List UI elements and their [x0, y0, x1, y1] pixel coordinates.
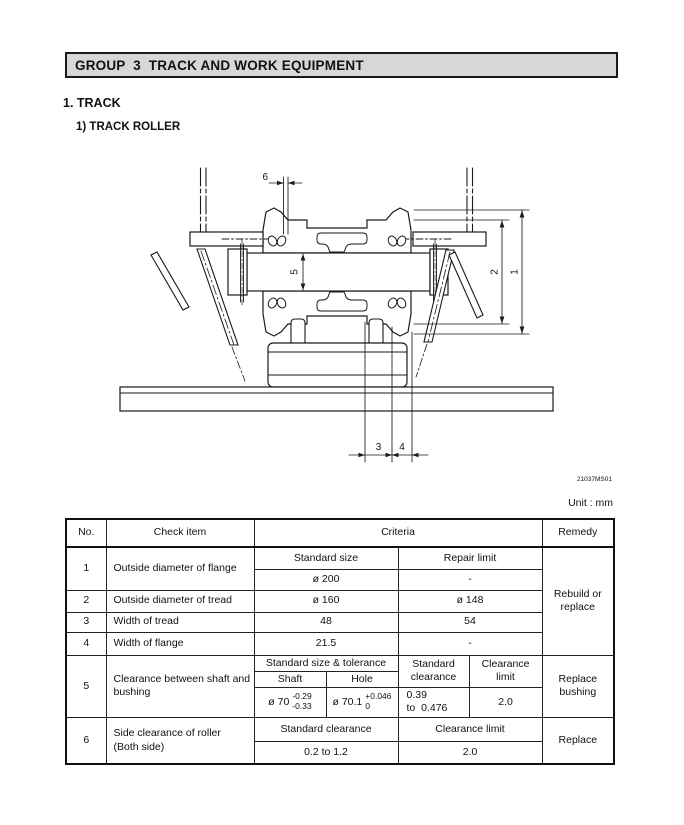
cell-repair-1: -	[398, 569, 542, 590]
cell-standard-clearance-5	[398, 687, 469, 717]
cell-clearance-limit-5: 2.0	[469, 687, 542, 717]
roller-body-bottom	[263, 291, 411, 336]
table-row	[66, 612, 614, 632]
cell-std-3: 48	[254, 612, 398, 632]
frame-posts	[201, 168, 473, 232]
cell-item-3: Width of tread	[106, 612, 254, 632]
shaft-base-value: ø 70	[268, 695, 290, 708]
subheader-standard-size: Standard size	[254, 547, 398, 569]
cell-repair-3: 54	[398, 612, 542, 632]
cell-no-2: 2	[66, 590, 106, 612]
figure-code: 21037MS01	[576, 476, 612, 483]
table-row	[66, 717, 614, 741]
item-6-line1: Side clearance of roller	[113, 727, 221, 740]
cell-no-3: 3	[66, 612, 106, 632]
cell-hole-value	[326, 687, 398, 717]
standard-clearance-line1: 0.39	[406, 689, 427, 702]
subheader-standard-clearance-5: Standard clearance	[398, 655, 469, 687]
cell-std-4: 21.5	[254, 632, 398, 655]
subheader-clearance-limit-6: Clearance limit	[398, 717, 542, 741]
subsection-title-track-roller: 1) TRACK ROLLER	[76, 121, 181, 133]
dim-label-3: 3	[375, 442, 382, 453]
cell-standard-clearance-6: 0.2 to 1.2	[254, 741, 398, 764]
dim-label-2: 2	[489, 269, 501, 275]
cell-clearance-limit-6: 2.0	[398, 741, 542, 764]
cell-repair-2: ø 148	[398, 590, 542, 612]
subheader-standard-clearance-6: Standard clearance	[254, 717, 398, 741]
cell-std-2: ø 160	[254, 590, 398, 612]
cell-item-2: Outside diameter of tread	[106, 590, 254, 612]
dim-label-1: 1	[509, 269, 521, 275]
unit-label: Unit : mm	[568, 497, 613, 509]
table-row	[66, 590, 614, 612]
hole-tolerance-lower: 0	[365, 701, 370, 712]
header-no: No.	[66, 519, 106, 547]
cell-item-1: Outside diameter of flange	[106, 547, 254, 590]
hole-base-value: ø 70.1	[332, 695, 363, 708]
table-row	[66, 632, 614, 655]
cell-no-6: 6	[66, 717, 106, 764]
cell-no-1: 1	[66, 547, 106, 590]
cell-remedy-row-6: Replace	[542, 717, 614, 764]
track-roller-diagram	[60, 148, 620, 496]
subheader-shaft: Shaft	[254, 671, 326, 687]
cell-item-6	[106, 717, 254, 764]
header-check-item: Check item	[106, 519, 254, 547]
spec-table	[65, 518, 615, 765]
cell-shaft-value	[254, 687, 326, 717]
track-shoe	[120, 387, 553, 411]
cell-remedy-rows-1-4: Rebuild or replace	[542, 547, 614, 655]
dim-label-6: 6	[262, 172, 268, 183]
track-link	[268, 319, 407, 387]
cell-no-4: 4	[66, 632, 106, 655]
subheader-clearance-limit-5: Clearance limit	[469, 655, 542, 687]
group-title: GROUP 3 TRACK AND WORK EQUIPMENT	[75, 57, 364, 73]
header-criteria: Criteria	[254, 519, 542, 547]
dim-label-5: 5	[289, 269, 301, 275]
cell-item-4: Width of flange	[106, 632, 254, 655]
section-title-track: 1. TRACK	[63, 96, 121, 110]
table-row	[66, 655, 614, 671]
cell-item-5: Clearance between shaft and bushing	[106, 655, 254, 717]
dim-label-4: 4	[399, 442, 405, 453]
table-row	[66, 547, 614, 569]
track-roller-figure	[60, 148, 620, 496]
subheader-repair-limit: Repair limit	[398, 547, 542, 569]
cell-no-5: 5	[66, 655, 106, 717]
subheader-hole: Hole	[326, 671, 398, 687]
shaft-tolerance-upper: -0.29	[292, 691, 312, 702]
cell-std-1: ø 200	[254, 569, 398, 590]
roller-body-top	[263, 208, 411, 253]
cell-repair-4: -	[398, 632, 542, 655]
shaft-tolerance-lower: -0.33	[292, 701, 312, 712]
standard-clearance-line2: to 0.476	[406, 702, 448, 715]
header-remedy: Remedy	[542, 519, 614, 547]
cell-remedy-row-5: Replace bushing	[542, 655, 614, 717]
group-title-bar	[65, 52, 618, 78]
subheader-standard-size-tolerance: Standard size & tolerance	[254, 655, 398, 671]
item-6-line2: (Both side)	[113, 740, 165, 753]
hole-tolerance-upper: +0.046	[365, 691, 392, 702]
